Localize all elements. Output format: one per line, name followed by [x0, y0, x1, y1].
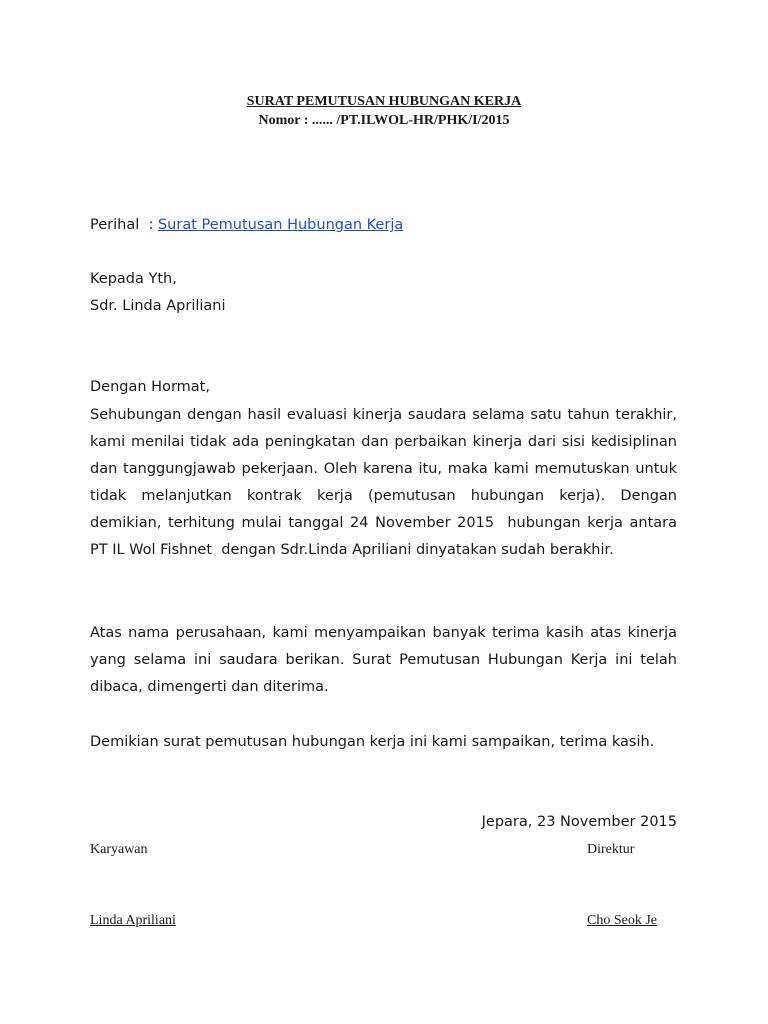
director-name: Cho Seok Je: [587, 913, 657, 928]
body-paragraph-2: Atas nama perusahaan, kami menyampaikan banyak terima kasih atas kinerja yang selama ini saudara berikan. Surat Pemutusan Hubungan Kerja ini telah dibaca, dimengerti dan diterima.: [90, 625, 677, 695]
salutation: Dengan Hormat,: [90, 379, 210, 395]
document-title: SURAT PEMUTUSAN HUBUNGAN KERJA: [246, 94, 522, 109]
body-paragraph-1: Sehubungan dengan hasil evaluasi kinerja saudara selama satu tahun terakhir, kami menilai tidak ada peningkatan dan perbaikan kinerja dari sisi kedisiplinan dan tanggungjawab pekerjaan. Oleh karena itu, maka kami memutuskan untuk tidak melanjutkan kontrak kerja (pemutusan hubungan kerja). Dengan demikian, terhitung mulai tanggal 24 November 2015 hubungan kerja antara PT IL Wol Fishnet dengan Sdr.Linda Apriliani dinyatakan sudah berakhir.: [90, 407, 682, 558]
place-date: Jepara, 23 November 2015: [481, 814, 677, 830]
recipient-greeting: Kepada Yth,: [90, 271, 177, 287]
employee-role: Karyawan: [90, 842, 148, 857]
recipient-name: Sdr. Linda Apriliani: [90, 298, 226, 314]
employee-name: Linda Apriliani: [90, 913, 176, 928]
director-role: Direktur: [587, 842, 635, 857]
subject-link[interactable]: Surat Pemutusan Hubungan Kerja: [157, 217, 404, 233]
subject-line: [90, 217, 403, 233]
body-paragraph-3: Demikian surat pemutusan hubungan kerja ini kami sampaikan, terima kasih.: [90, 734, 655, 750]
subject-label: Perihal :: [90, 217, 154, 233]
document-number: Nomor : ...... /PT.ILWOL-HR/PHK/I/2015: [258, 113, 510, 128]
